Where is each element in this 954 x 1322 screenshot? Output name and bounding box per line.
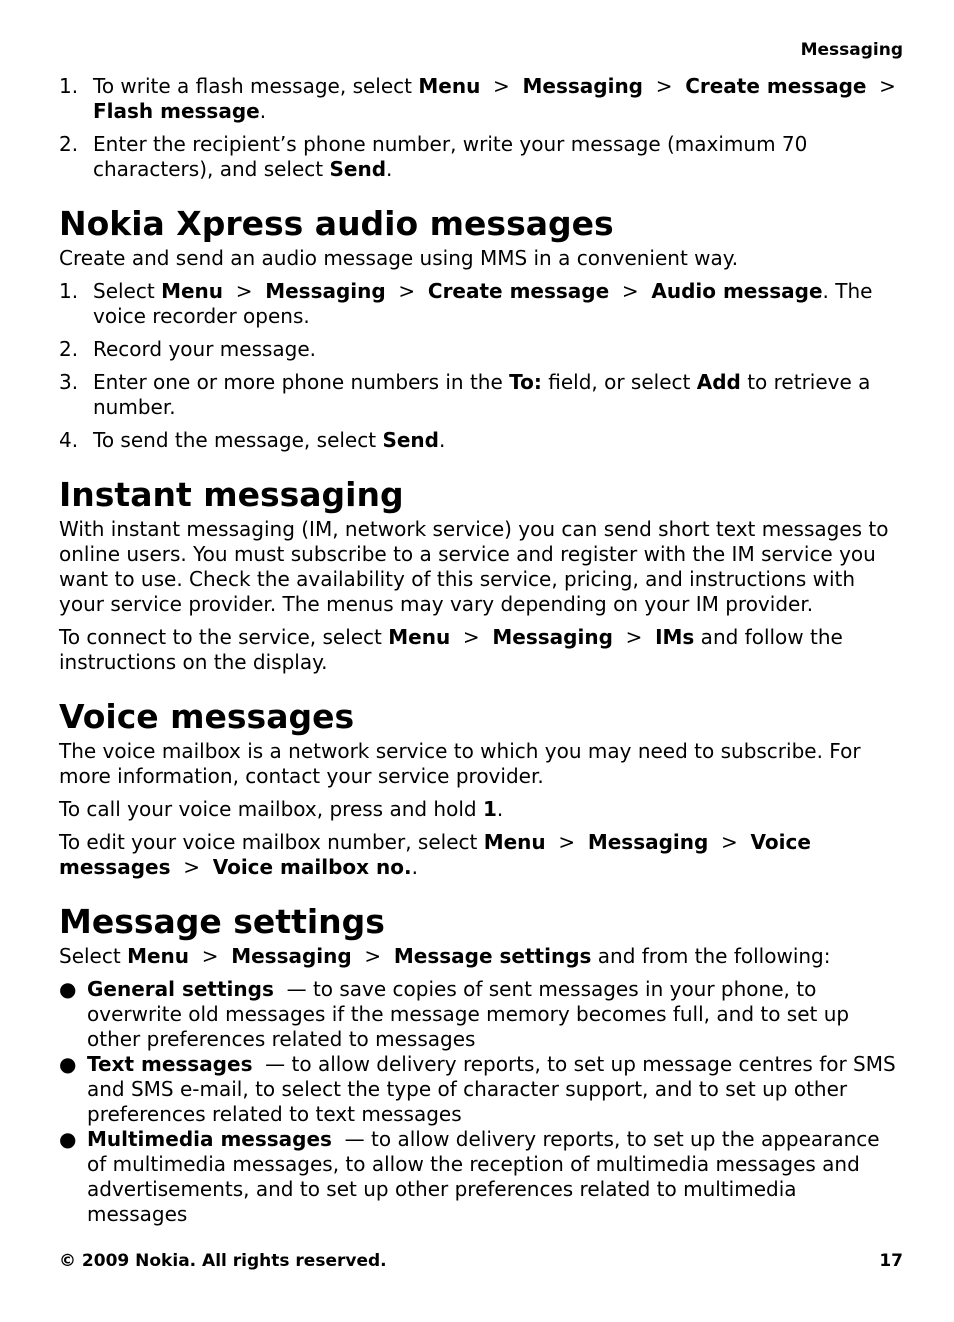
steps-list: [59, 279, 903, 453]
text-run: .: [386, 157, 393, 181]
menu-path-term: Messaging: [265, 279, 386, 303]
menu-path-term: Text messages: [87, 1052, 253, 1076]
text-run: Create and send an audio message using MMS in a convenient way.: [59, 246, 739, 270]
menu-path-term: To:: [509, 370, 542, 394]
menu-path-term: Messaging: [231, 944, 352, 968]
menu-path-term: Menu: [388, 625, 451, 649]
step-item: [59, 74, 909, 124]
text-run: To call your voice mailbox, press and hold: [59, 797, 483, 821]
text-run: Select: [59, 944, 128, 968]
menu-path-term: General settings: [87, 977, 274, 1001]
menu-path-term: Menu: [161, 279, 224, 303]
text-run: To send the message, select: [93, 428, 383, 452]
step-item: [59, 337, 903, 362]
text-run: >: [643, 74, 686, 98]
step-number: 2.: [59, 337, 79, 361]
menu-path-term: Audio message: [651, 279, 823, 303]
menu-path-term: Multimedia messages: [87, 1127, 332, 1151]
paragraph: [59, 944, 903, 969]
settings-list-item: [59, 1127, 903, 1227]
section-voice-messages: [59, 697, 903, 880]
text-run: With instant messaging (IM, network service) you can send short text messages to online users. You must subscribe to a service and register with the IM service you want to use. Check the availability of this service, pricing, and instructions with your service provider. The menus may vary depending on your IM provider.: [59, 517, 895, 616]
text-run: >: [223, 279, 266, 303]
text-run: . The voice recorder opens.: [93, 279, 879, 328]
text-run: >: [385, 279, 428, 303]
menu-path-term: 1: [482, 797, 497, 821]
text-run: >: [545, 830, 588, 854]
menu-path-term: Add: [696, 370, 741, 394]
page-footer: [59, 1249, 903, 1273]
paragraph: [59, 739, 903, 789]
bullet-icon: ●: [59, 1052, 77, 1076]
text-run: >: [609, 279, 652, 303]
menu-path-term: Menu: [127, 944, 190, 968]
text-run: .: [259, 99, 267, 123]
text-run: .: [411, 855, 418, 879]
menu-path-term: Menu: [483, 830, 546, 854]
text-run: >: [612, 625, 656, 649]
section-heading: Instant messaging: [59, 475, 404, 514]
sections-container: [59, 204, 903, 1227]
menu-path-term: Messaging: [492, 625, 613, 649]
paragraph: [59, 517, 903, 617]
step-item: [59, 279, 903, 329]
page-number: 17: [879, 1251, 903, 1271]
running-header: Messaging: [800, 40, 903, 60]
text-run: and from the following:: [591, 944, 831, 968]
text-run: >: [351, 944, 394, 968]
step-item: [59, 370, 903, 420]
section-heading: Nokia Xpress audio messages: [59, 204, 614, 243]
paragraph: [59, 797, 903, 822]
bullet-icon: ●: [59, 977, 77, 1001]
step-number: 2.: [59, 132, 79, 156]
step-number: 1.: [59, 279, 79, 303]
menu-path-term: Send: [329, 157, 387, 181]
text-run: Record your message.: [93, 337, 317, 361]
text-run: and follow the instructions on the display.: [59, 625, 850, 674]
text-run: >: [480, 74, 523, 98]
menu-path-term: Messaging: [522, 74, 643, 98]
text-run: The voice mailbox is a network service to which you may need to subscribe. For more information, contact your service provider.: [59, 739, 867, 788]
menu-path-term: Flash message: [93, 99, 260, 123]
text-run: Enter the recipient’s phone number, write your message (maximum 70 characters), and select: [93, 132, 814, 181]
paragraph: [59, 830, 903, 880]
text-run: Enter one or more phone numbers in the: [93, 370, 510, 394]
paragraph: [59, 625, 903, 675]
settings-list: [59, 977, 903, 1227]
text-run: — to save copies of sent messages in your phone, to overwrite old messages if the message memory becomes full, and to set up other preferences related to messages: [87, 977, 856, 1051]
text-run: Select: [93, 279, 162, 303]
text-run: >: [866, 74, 909, 98]
paragraph: [59, 246, 903, 271]
bullet-icon: ●: [59, 1127, 77, 1151]
text-run: to retrieve a number.: [93, 370, 877, 419]
step-number: 1.: [59, 74, 79, 98]
text-run: .: [438, 428, 446, 452]
text-run: >: [708, 830, 751, 854]
text-run: — to allow delivery reports, to set up the appearance of multimedia messages, to allow the reception of multimedia messages and advertisements, and to set up other preferences related to multimedia messages: [87, 1127, 886, 1226]
menu-path-term: Voice messages: [59, 830, 818, 879]
text-run: >: [189, 944, 232, 968]
step-number: 4.: [59, 428, 79, 452]
text-run: .: [496, 797, 504, 821]
manual-page: [59, 38, 909, 1227]
section-heading: Voice messages: [59, 697, 355, 736]
text-run: To connect to the service, select: [59, 625, 389, 649]
menu-path-term: Create message: [685, 74, 867, 98]
step-item: [59, 428, 903, 453]
text-run: To write a flash message, select: [93, 74, 419, 98]
menu-path-term: Menu: [418, 74, 481, 98]
text-run: >: [170, 855, 213, 879]
copyright-notice: © 2009 Nokia. All rights reserved.: [59, 1251, 387, 1271]
step-item: [59, 132, 903, 182]
text-run: To edit your voice mailbox number, select: [59, 830, 484, 854]
step-number: 3.: [59, 370, 79, 394]
text-run: >: [450, 625, 493, 649]
section-message-settings: [59, 902, 903, 1227]
text-run: — to allow delivery reports, to set up message centres for SMS and SMS e-mail, to select the type of character support, and to set up other preferences related to text messages: [87, 1052, 903, 1126]
menu-path-term: Messaging: [587, 830, 709, 854]
section-instant-messaging: [59, 475, 903, 675]
menu-path-term: Voice mailbox no.: [212, 855, 412, 879]
settings-list-item: [59, 1052, 903, 1127]
section-nokia-xpress-audio-messages: [59, 204, 903, 453]
menu-path-term: Send: [382, 428, 439, 452]
menu-path-term: IMs: [655, 625, 695, 649]
section-heading: Message settings: [59, 902, 385, 941]
menu-path-term: Create message: [427, 279, 610, 303]
intro-steps-list: [59, 74, 909, 182]
settings-list-item: [59, 977, 903, 1052]
menu-path-term: Message settings: [393, 944, 592, 968]
text-run: field, or select: [541, 370, 697, 394]
